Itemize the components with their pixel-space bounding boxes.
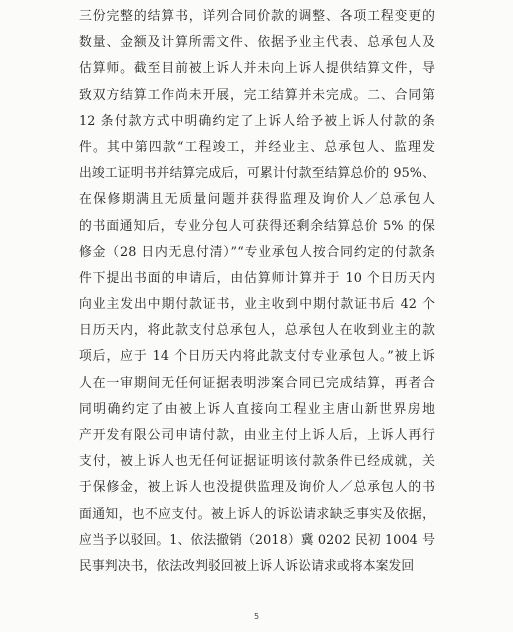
text-line: 出竣工证明书并结算完成后，可累计付款至结算总价的 95%、 [79, 166, 435, 182]
text-line: 应当予以驳回。1、依法撤销（2018）冀 0202 民初 1004 号 [79, 532, 435, 548]
text-line: 估算师。截至目前被上诉人并未向上诉人提供结算文件，导 [79, 61, 435, 77]
text-line: 面通知，也不应支付。被上诉人的诉讼请求缺乏事实及依据， [79, 506, 435, 522]
text-line: 件下提出书面的申请后，由估算师计算并于 10 个日历天内 [79, 270, 435, 286]
text-line: 民事判决书，依法改判驳回被上诉人诉讼请求或将本案发回 [79, 558, 415, 574]
text-line: 日历天内，将此款支付总承包人，总承包人在收到业主的款 [79, 323, 435, 339]
text-line: 致双方结算工作尚未开展，完工结算并未完成。二、合同第 [79, 87, 435, 103]
text-line: 人在一审期间无任何证据表明涉案合同已完成结算，再者合 [79, 375, 435, 391]
text-line: 同明确约定了由被上诉人直接向工程业主唐山新世界房地 [79, 401, 435, 417]
text-line: 三份完整的结算书，详列合同价款的调整、各项工程变更的 [79, 9, 435, 24]
page-number: 5 [253, 612, 260, 621]
text-line: 的书面通知后，专业分包人可获得还剩余结算总价 5% 的保 [79, 218, 435, 234]
text-line: 于保修金，被上诉人也没提供监理及询价人／总承包人的书 [79, 480, 435, 496]
text-line: 项后，应于 14 个日历天内将此款支付专业承包人。”被上诉 [79, 349, 435, 365]
text-line: 12 条付款方式中明确约定了上诉人给予被上诉人付款的条 [79, 113, 435, 129]
text-line: 产开发有限公司申请付款，由业主付上诉人后，上诉人再行 [79, 428, 435, 443]
text-line: 件。其中第四款“工程竣工，并经业主、总承包人、监理发 [79, 139, 435, 155]
text-line: 在保修期满且无质量问题并获得监理及询价人／总承包人 [79, 192, 435, 208]
body-text [79, 4, 435, 580]
text-line: 修金（28 日内无息付清）”“专业承包人按合同约定的付款条 [79, 244, 435, 260]
text-line: 支付，被上诉人也无任何证据证明该付款条件已经成就，关 [79, 454, 435, 470]
text-line: 数量、金额及计算所需文件、依据予业主代表、总承包人及 [79, 35, 435, 51]
text-line: 向业主发出中期付款证书，业主收到中期付款证书后 42 个 [79, 297, 435, 313]
